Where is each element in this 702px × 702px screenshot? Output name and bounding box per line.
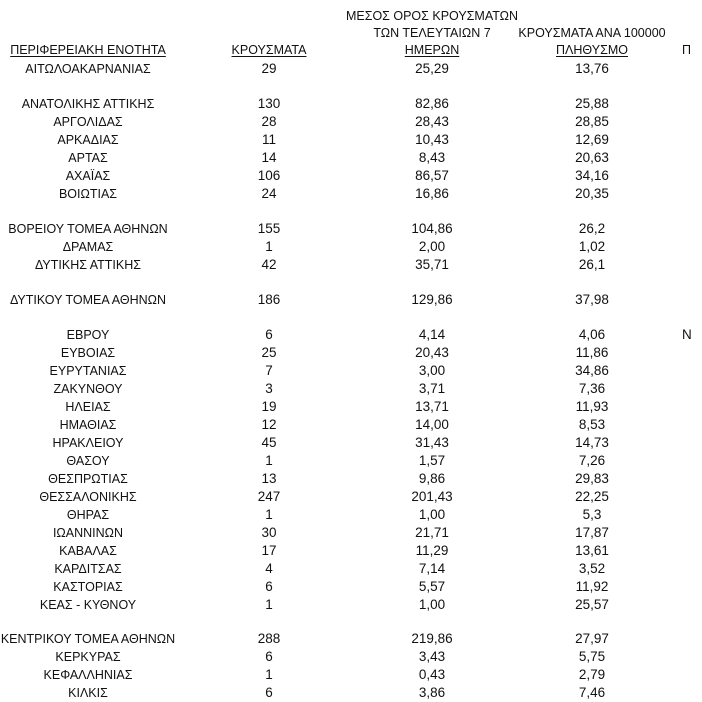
region-cell: ΚΑΡΔΙΤΣΑΣ bbox=[54, 562, 122, 576]
region-cell: ΑΧΑΪΑΣ bbox=[65, 169, 111, 183]
header-cases bbox=[226, 42, 312, 59]
header-extra-column bbox=[682, 42, 702, 59]
per-100k-cell: 25,57 bbox=[575, 597, 609, 612]
per-100k-cell: 14,73 bbox=[575, 435, 609, 450]
avg-7day-cell: 16,86 bbox=[415, 186, 449, 201]
header-extra-label: Π bbox=[682, 43, 692, 57]
region-cell: ΚΙΛΚΙΣ bbox=[68, 686, 108, 700]
per-100k-cell: 29,83 bbox=[575, 471, 609, 486]
per-100k-cell: 7,36 bbox=[578, 381, 606, 396]
header-per-100k-line-2: ΠΛΗΘΥΣΜΟ bbox=[556, 43, 628, 57]
avg-7day-cell: 3,71 bbox=[418, 381, 446, 396]
region-cell: ΘΑΣΟΥ bbox=[66, 454, 110, 468]
per-100k-cell: 26,2 bbox=[578, 221, 606, 236]
cases-cell: 12 bbox=[261, 417, 277, 432]
header-average-line-1: ΜΕΣΟΣ ΟΡΟΣ ΚΡΟΥΣΜΑΤΩΝ bbox=[345, 9, 519, 23]
per-100k-cell: 12,69 bbox=[575, 132, 609, 147]
region-cell: ΒΟΙΩΤΙΑΣ bbox=[58, 187, 118, 201]
region-cell: ΙΩΑΝΝΙΝΩΝ bbox=[52, 526, 124, 540]
region-cell: ΑΡΓΟΛΙΔΑΣ bbox=[53, 115, 123, 129]
cases-cell: 288 bbox=[257, 631, 281, 646]
avg-7day-cell: 3,43 bbox=[418, 649, 446, 664]
cases-cell: 28 bbox=[261, 114, 277, 129]
cases-cell: 29 bbox=[261, 61, 277, 76]
avg-7day-cell: 31,43 bbox=[415, 435, 449, 450]
avg-7day-cell: 9,86 bbox=[418, 471, 446, 486]
avg-7day-cell: 104,86 bbox=[411, 221, 453, 236]
region-cell: ΘΕΣΠΡΩΤΙΑΣ bbox=[48, 472, 128, 486]
avg-7day-cell: 11,29 bbox=[415, 543, 449, 558]
cases-cell: 14 bbox=[261, 150, 277, 165]
region-cell: ΖΑΚΥΝΘΟΥ bbox=[53, 382, 123, 396]
region-cell: ΚΑΒΑΛΑΣ bbox=[59, 544, 117, 558]
avg-7day-cell: 13,71 bbox=[415, 399, 449, 414]
per-100k-cell: 28,85 bbox=[575, 114, 609, 129]
region-cell: ΘΕΣΣΑΛΟΝΙΚΗΣ bbox=[39, 490, 137, 504]
per-100k-cell: 5,3 bbox=[582, 507, 602, 522]
region-cell: ΗΡΑΚΛΕΙΟΥ bbox=[52, 436, 124, 450]
cases-cell: 155 bbox=[257, 221, 281, 236]
region-cell: ΚΕΦΑΛΛΗΝΙΑΣ bbox=[43, 668, 133, 682]
cases-cell: 1 bbox=[265, 239, 273, 254]
per-100k-cell: 34,16 bbox=[575, 168, 609, 183]
avg-7day-cell: 4,14 bbox=[418, 327, 446, 342]
avg-7day-cell: 7,14 bbox=[418, 561, 446, 576]
per-100k-cell: 8,53 bbox=[578, 417, 606, 432]
avg-7day-cell: 35,71 bbox=[415, 257, 449, 272]
cases-cell: 3 bbox=[265, 381, 273, 396]
region-cell: ΚΕΝΤΡΙΚΟΥ ΤΟΜΕΑ ΑΘΗΝΩΝ bbox=[0, 632, 176, 646]
avg-7day-cell: 1,00 bbox=[418, 597, 446, 612]
region-cell: ΑΡΤΑΣ bbox=[68, 151, 108, 165]
avg-7day-cell: 10,43 bbox=[415, 132, 449, 147]
per-100k-cell: 1,02 bbox=[578, 239, 606, 254]
region-cell: ΔΡΑΜΑΣ bbox=[62, 240, 114, 254]
region-cell: ΕΒΡΟΥ bbox=[66, 328, 110, 342]
per-100k-cell: 20,35 bbox=[575, 186, 609, 201]
per-100k-cell: 17,87 bbox=[575, 525, 609, 540]
per-100k-cell: 26,1 bbox=[578, 257, 606, 272]
avg-7day-cell: 14,00 bbox=[415, 417, 449, 432]
cases-cell: 6 bbox=[265, 649, 273, 664]
region-cell: ΗΜΑΘΙΑΣ bbox=[59, 418, 117, 432]
avg-7day-cell: 82,86 bbox=[415, 96, 449, 111]
cases-cell: 24 bbox=[261, 186, 277, 201]
per-100k-cell: 13,76 bbox=[575, 61, 609, 76]
cases-cell: 186 bbox=[257, 292, 281, 307]
avg-7day-cell: 8,43 bbox=[418, 150, 446, 165]
cases-cell: 130 bbox=[257, 96, 281, 111]
per-100k-cell: 7,46 bbox=[578, 685, 606, 700]
region-cell: ΗΛΕΙΑΣ bbox=[65, 400, 111, 414]
cases-cell: 6 bbox=[265, 579, 273, 594]
header-region bbox=[0, 42, 176, 59]
header-cases-label: ΚΡΟΥΣΜΑΤΑ bbox=[231, 43, 307, 57]
avg-7day-cell: 1,57 bbox=[418, 453, 446, 468]
avg-7day-cell: 3,00 bbox=[418, 363, 446, 378]
per-100k-cell: 7,26 bbox=[578, 453, 606, 468]
cases-cell: 1 bbox=[265, 507, 273, 522]
avg-7day-cell: 3,86 bbox=[418, 685, 446, 700]
per-100k-cell: 11,93 bbox=[575, 399, 609, 414]
region-cell: ΔΥΤΙΚΟΥ ΤΟΜΕΑ ΑΘΗΝΩΝ bbox=[9, 293, 167, 307]
region-cell: ΔΥΤΙΚΗΣ ΑΤΤΙΚΗΣ bbox=[35, 258, 141, 272]
cases-cell: 1 bbox=[265, 597, 273, 612]
cases-cell: 4 bbox=[265, 561, 273, 576]
region-cell: ΑΡΚΑΔΙΑΣ bbox=[57, 133, 119, 147]
cases-cell: 6 bbox=[265, 685, 273, 700]
region-cell: ΑΙΤΩΛΟΑΚΑΡΝΑΝΙΑΣ bbox=[25, 62, 151, 76]
cases-cell: 1 bbox=[265, 453, 273, 468]
region-cell: ΕΥΒΟΙΑΣ bbox=[60, 346, 116, 360]
avg-7day-cell: 129,86 bbox=[411, 292, 453, 307]
per-100k-cell: 2,79 bbox=[578, 667, 606, 682]
cases-cell: 30 bbox=[261, 525, 277, 540]
cases-cell: 6 bbox=[265, 327, 273, 342]
per-100k-cell: 5,75 bbox=[578, 649, 606, 664]
region-cell: ΚΕΑΣ - ΚΥΘΝΟΥ bbox=[39, 598, 137, 612]
cases-cell: 25 bbox=[261, 345, 277, 360]
cases-cell: 1 bbox=[265, 667, 273, 682]
avg-7day-cell: 25,29 bbox=[415, 61, 449, 76]
header-region-label: ΠΕΡΙΦΕΡΕΙΑΚΗ ΕΝΟΤΗΤΑ bbox=[10, 43, 166, 57]
per-100k-cell: 37,98 bbox=[575, 292, 609, 307]
cases-cell: 42 bbox=[261, 257, 277, 272]
avg-7day-cell: 5,57 bbox=[418, 579, 446, 594]
per-100k-cell: 22,25 bbox=[575, 489, 609, 504]
avg-7day-cell: 2,00 bbox=[418, 239, 446, 254]
cases-cell: 11 bbox=[261, 132, 276, 147]
per-100k-cell: 13,61 bbox=[575, 543, 609, 558]
per-100k-cell: 3,52 bbox=[578, 561, 606, 576]
avg-7day-cell: 28,43 bbox=[415, 114, 449, 129]
per-100k-cell: 4,06 bbox=[578, 327, 606, 342]
cases-cell: 7 bbox=[265, 363, 273, 378]
avg-7day-cell: 21,71 bbox=[415, 525, 449, 540]
per-100k-cell: 20,63 bbox=[575, 150, 609, 165]
avg-7day-cell: 201,43 bbox=[411, 489, 453, 504]
per-100k-cell: 27,97 bbox=[575, 631, 609, 646]
per-100k-cell: 25,88 bbox=[575, 96, 609, 111]
region-cell: ΚΕΡΚΥΡΑΣ bbox=[55, 650, 121, 664]
region-cell: ΑΝΑΤΟΛΙΚΗΣ ΑΤΤΙΚΗΣ bbox=[21, 97, 155, 111]
avg-7day-cell: 86,57 bbox=[415, 168, 449, 183]
region-cell: ΚΑΣΤΟΡΙΑΣ bbox=[53, 580, 123, 594]
region-cell: ΒΟΡΕΙΟΥ ΤΟΜΕΑ ΑΘΗΝΩΝ bbox=[8, 222, 168, 236]
cases-cell: 19 bbox=[261, 399, 277, 414]
header-average-line-2: ΤΩΝ ΤΕΛΕΥΤΑΙΩΝ 7 bbox=[373, 26, 491, 40]
header-per-100k-line-1: ΚΡΟΥΣΜΑΤΑ ΑΝΑ 100000 bbox=[518, 26, 666, 40]
header-per-100k bbox=[510, 25, 674, 59]
avg-7day-cell: 219,86 bbox=[411, 631, 453, 646]
extra-cell: N bbox=[682, 327, 692, 342]
cases-cell: 45 bbox=[261, 435, 277, 450]
avg-7day-cell: 0,43 bbox=[418, 667, 446, 682]
cases-cell: 17 bbox=[261, 543, 277, 558]
region-cell: ΘΗΡΑΣ bbox=[66, 508, 110, 522]
avg-7day-cell: 20,43 bbox=[415, 345, 449, 360]
cases-cell: 106 bbox=[257, 168, 281, 183]
avg-7day-cell: 1,00 bbox=[418, 507, 446, 522]
header-average-line-3: ΗΜΕΡΩΝ bbox=[404, 43, 460, 57]
per-100k-cell: 11,86 bbox=[575, 345, 609, 360]
cases-cell: 13 bbox=[261, 471, 277, 486]
per-100k-cell: 11,92 bbox=[575, 579, 609, 594]
region-cell: ΕΥΡΥΤΑΝΙΑΣ bbox=[49, 364, 127, 378]
cases-cell: 247 bbox=[257, 489, 281, 504]
per-100k-cell: 34,86 bbox=[575, 363, 609, 378]
header-average-7days bbox=[340, 8, 524, 59]
